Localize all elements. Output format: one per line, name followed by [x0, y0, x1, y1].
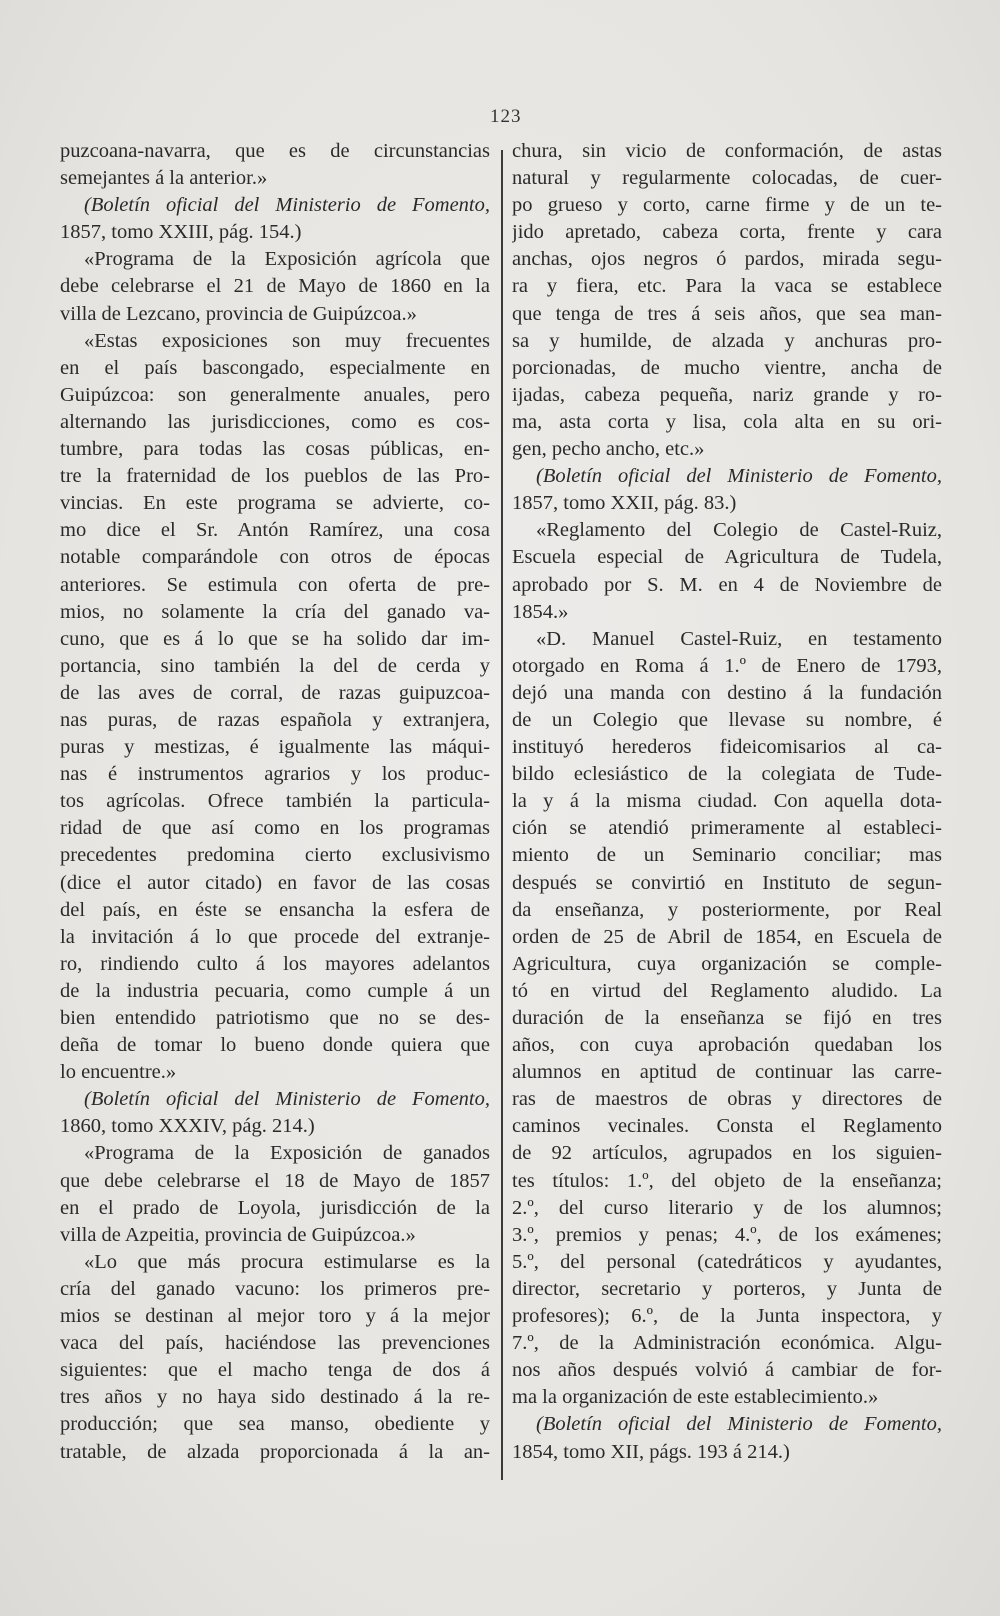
text-line: años, con cuya aprobación quedaban los: [512, 1034, 942, 1057]
text-line: caminos vecinales. Consta el Reglamento: [512, 1115, 942, 1138]
text-line: director, secretario y porteros, y Junta de: [512, 1277, 942, 1300]
text-line: lo encuentre.»: [60, 1061, 177, 1084]
text-line: 1854.»: [512, 600, 569, 623]
text-line: anchas, ojos negros ó pardos, mirada segu-: [512, 248, 942, 271]
text-line: alumnos en aptitud de continuar las carre-: [512, 1061, 942, 1084]
text-line: ma la organización de este establecimiento.»: [512, 1386, 879, 1409]
text-line: ma, asta corta y lisa, cola alta en su ori-: [512, 410, 942, 433]
text-line: natural y regularmente colocadas, de cuer-: [512, 167, 942, 190]
text-line: (Boletín oficial del Ministerio de Fomento,: [536, 1413, 942, 1436]
text-line: da enseñanza, y posteriormente, por Real: [512, 898, 942, 921]
text-line: 5.º, del personal (catedráticos y ayudantes,: [512, 1250, 942, 1273]
text-line: ción se atendió primeramente al estableci-: [512, 817, 942, 840]
text-line: precedentes predomina cierto exclusivismo: [60, 844, 490, 867]
text-line: tratable, de alzada proporcionada á la an-: [60, 1440, 490, 1463]
text-line: sa y humilde, de alzada y anchuras pro-: [512, 329, 942, 352]
text-line: «Estas exposiciones son muy frecuentes: [84, 329, 490, 352]
text-line: (Boletín oficial del Ministerio de Fomento,: [84, 194, 490, 217]
text-line: anteriores. Se estimula con oferta de pre-: [60, 573, 490, 596]
text-line: Escuela especial de Agricultura de Tudela,: [512, 546, 942, 569]
text-line: villa de Lezcano, provincia de Guipúzcoa.»: [60, 302, 417, 325]
text-line: en el país bascongado, especialmente en: [60, 356, 490, 379]
left-column: [60, 138, 490, 1466]
text-line: ras de maestros de obras y directores de: [512, 1088, 942, 1111]
text-line: 1857, tomo XXII, pág. 83.): [512, 492, 737, 515]
text-line: tumbre, para todas las cosas públicas, en-: [60, 438, 490, 461]
text-line: mios se destinan al mejor toro y á la mejor: [60, 1305, 490, 1328]
text-line: nos años después volvió á cambiar de for-: [512, 1359, 942, 1382]
text-line: «Programa de la Exposición agrícola que: [84, 248, 490, 271]
text-line: nas é instrumentos agrarios y los produc-: [60, 763, 490, 786]
text-line: «Reglamento del Colegio de Castel-Ruiz,: [536, 519, 942, 542]
text-line: nas puras, de razas española y extranjera,: [60, 708, 490, 731]
text-line: 1857, tomo XXIII, pág. 154.): [60, 221, 302, 244]
text-line: deña de tomar lo bueno donde quiera que: [60, 1034, 490, 1057]
text-line: 1860, tomo XXXIV, pág. 214.): [60, 1115, 315, 1138]
text-line: tes títulos: 1.º, del objeto de la enseñanza;: [512, 1169, 942, 1192]
text-line: después se convirtió en Instituto de segun-: [512, 871, 942, 894]
text-line: en el prado de Loyola, jurisdicción de la: [60, 1196, 490, 1219]
text-line: producción; que sea manso, obediente y: [60, 1413, 490, 1436]
text-line: gen, pecho ancho, etc.»: [512, 438, 705, 461]
column-divider: [501, 150, 503, 1480]
text-line: siguientes: que el macho tenga de dos á: [60, 1359, 490, 1382]
text-line: debe celebrarse el 21 de Mayo de 1860 en la: [60, 275, 490, 298]
text-line: de un Colegio que llevase su nombre, é: [512, 708, 942, 731]
text-line: de 92 artículos, agrupados en los siguien-: [512, 1142, 942, 1165]
text-line: miento de un Seminario conciliar; mas: [512, 844, 942, 867]
text-line: portancia, sino también la del de cerda y: [60, 654, 490, 677]
text-line: Guipúzcoa: son generalmente anuales, pero: [60, 383, 490, 406]
text-line: 3.º, premios y penas; 4.º, de los exámenes;: [512, 1223, 942, 1246]
text-line: jido apretado, cabeza corta, frente y cara: [512, 221, 942, 244]
text-line: alternando las jurisdicciones, como es cos-: [60, 410, 490, 433]
text-line: de las aves de corral, de razas guipuzcoa-: [60, 681, 490, 704]
text-line: que tenga de tres á seis años, que sea man-: [512, 302, 942, 325]
text-line: ro, rindiendo culto á los mayores adelantos: [60, 952, 490, 975]
text-line: mo dice el Sr. Antón Ramírez, una cosa: [60, 519, 490, 542]
text-line: cría del ganado vacuno: los primeros pre-: [60, 1277, 490, 1300]
text-line: de la industria pecuaria, como cumple á un: [60, 979, 490, 1002]
text-line: villa de Azpeitia, provincia de Guipúzcoa.»: [60, 1223, 416, 1246]
text-line: ra y fiera, etc. Para la vaca se establece: [512, 275, 942, 298]
text-line: orden de 25 de Abril de 1854, en Escuela de: [512, 925, 942, 948]
text-line: ridad de que así como en los programas: [60, 817, 490, 840]
text-line: «D. Manuel Castel-Ruiz, en testamento: [536, 627, 942, 650]
text-line: vincias. En este programa se advierte, co-: [60, 492, 490, 515]
text-line: profesores); 6.º, de la Junta inspectora, y: [512, 1305, 942, 1328]
text-line: 7.º, de la Administración económica. Algu-: [512, 1332, 942, 1355]
text-line: po grueso y corto, carne firme y de un te-: [512, 194, 942, 217]
text-line: tó en virtud del Reglamento aludido. La: [512, 979, 942, 1002]
text-line: semejantes á la anterior.»: [60, 167, 268, 190]
text-line: del país, en éste se ensancha la esfera de: [60, 898, 490, 921]
text-line: aprobado por S. M. en 4 de Noviembre de: [512, 573, 942, 596]
text-line: porcionadas, de mucho vientre, ancha de: [512, 356, 942, 379]
text-line: vaca del país, haciéndose las prevenciones: [60, 1332, 490, 1355]
text-line: (Boletín oficial del Ministerio de Fomento,: [536, 465, 942, 488]
text-line: tres años y no haya sido destinado á la re-: [60, 1386, 490, 1409]
text-line: 2.º, del curso literario y de los alumnos;: [512, 1196, 942, 1219]
text-line: notable comparándole con otros de épocas: [60, 546, 490, 569]
page-number: 123: [490, 106, 522, 127]
text-line: ijadas, cabeza pequeña, nariz grande y ro-: [512, 383, 942, 406]
text-line: que debe celebrarse el 18 de Mayo de 1857: [60, 1169, 490, 1192]
text-line: otorgado en Roma á 1.º de Enero de 1793,: [512, 654, 942, 677]
text-line: «Programa de la Exposición de ganados: [84, 1142, 490, 1165]
text-line: Agricultura, cuya organización se comple-: [512, 952, 942, 975]
text-line: puzcoana-navarra, que es de circunstancias: [60, 140, 490, 162]
text-line: bien entendido patriotismo que no se des-: [60, 1007, 490, 1029]
text-line: la invitación á lo que procede del extranje-: [60, 925, 490, 948]
text-line: tos agrícolas. Ofrece también la particula-: [60, 790, 490, 813]
text-line: la y á la misma ciudad. Con aquella dota-: [512, 790, 942, 813]
text-line: (dice el autor citado) en favor de las cosas: [60, 871, 490, 894]
text-line: tre la fraternidad de los pueblos de las Pro-: [60, 465, 490, 488]
text-line: cuno, que es á lo que se ha solido dar im-: [60, 627, 490, 650]
right-column: [512, 138, 942, 1466]
text-line: «Lo que más procura estimularse es la: [84, 1250, 490, 1273]
text-line: chura, sin vicio de conformación, de astas: [512, 140, 942, 162]
text-line: instituyó herederos fideicomisarios al ca-: [512, 736, 942, 759]
text-line: dejó una manda con destino á la fundación: [512, 681, 942, 704]
text-line: mios, no solamente la cría del ganado va-: [60, 600, 490, 623]
text-line: duración de la enseñanza se fijó en tres: [512, 1007, 942, 1029]
text-line: (Boletín oficial del Ministerio de Fomento,: [84, 1088, 490, 1111]
text-line: puras y mestizas, é igualmente las máqui-: [60, 736, 490, 759]
text-line: 1854, tomo XII, págs. 193 á 214.): [512, 1440, 790, 1463]
text-line: bildo eclesiástico de la colegiata de Tude-: [512, 763, 942, 786]
